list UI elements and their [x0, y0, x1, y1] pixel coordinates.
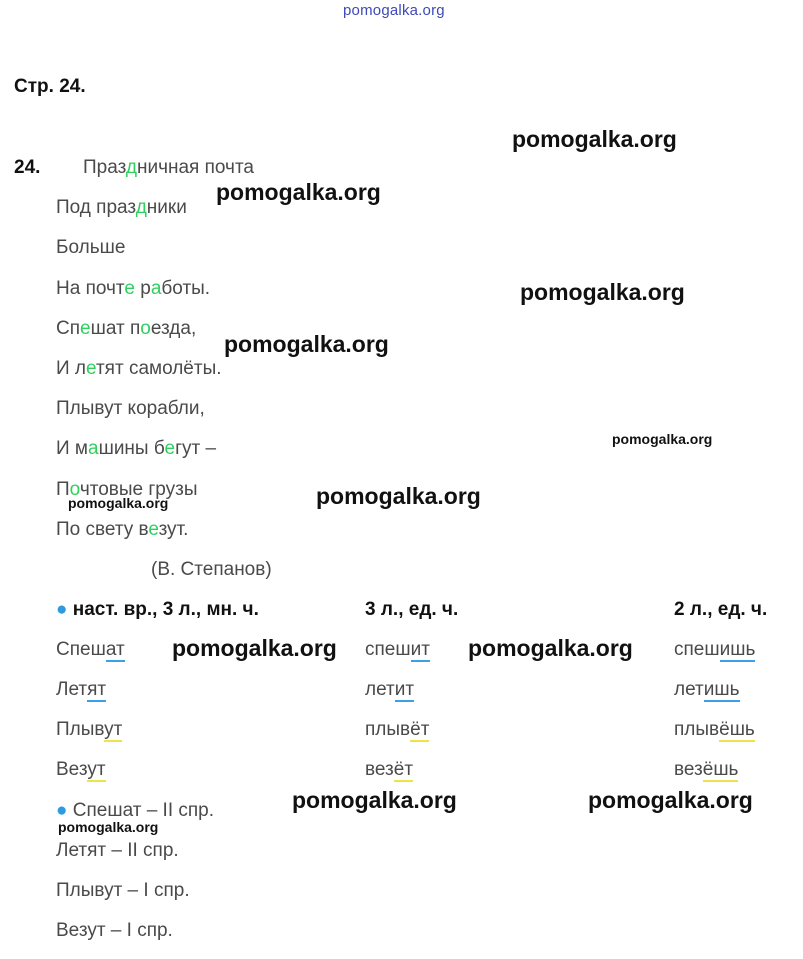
poem-line-9: По свету везут.: [56, 519, 189, 540]
poem-line-8: Почтовые грузы: [56, 479, 198, 500]
conjugation-item: Летят – II спр.: [56, 840, 179, 861]
exercise-number: 24.: [14, 157, 41, 178]
watermark: pomogalka.org: [612, 431, 713, 447]
poem-line-1: Под праздники: [56, 197, 187, 218]
watermark: pomogalka.org: [468, 635, 633, 661]
bullet-icon: ●: [56, 800, 68, 821]
table-cell: везёт: [365, 759, 414, 780]
table-header-2nd-singular: 2 л., ед. ч.: [674, 599, 768, 620]
poem-line-4: Спешат поезда,: [56, 318, 197, 339]
poem-line-5: И летят самолёты.: [56, 358, 222, 379]
conjugation-item: Везут – I спр.: [56, 920, 173, 941]
watermark: pomogalka.org: [172, 635, 337, 661]
table-cell: спешит: [365, 639, 430, 660]
watermark: pomogalka.org: [512, 126, 677, 152]
poem-line-2: Больше: [56, 237, 126, 258]
conjugation-item: ● Спешат – II спр.: [56, 800, 215, 821]
watermark: pomogalka.org: [68, 495, 169, 511]
table-cell: Летят: [56, 679, 107, 700]
table-cell: летит: [365, 679, 415, 700]
watermark-top[interactable]: pomogalka.org: [343, 2, 445, 19]
table-cell: везёшь: [674, 759, 739, 780]
table-cell: летишь: [674, 679, 740, 700]
conjugation-item: Плывут – I спр.: [56, 880, 190, 901]
table-cell: плывёт: [365, 719, 430, 740]
watermark: pomogalka.org: [216, 179, 381, 205]
watermark: pomogalka.org: [58, 819, 159, 835]
table-cell: Везут: [56, 759, 106, 780]
table-cell: Спешат: [56, 639, 125, 660]
poem-author: (В. Степанов): [151, 559, 272, 580]
table-cell: спешишь: [674, 639, 756, 660]
watermark: pomogalka.org: [316, 483, 481, 509]
poem-line-6: Плывут корабли,: [56, 398, 205, 419]
poem-title: Праздничная почта: [83, 157, 254, 178]
table-header-3rd-singular: 3 л., ед. ч.: [365, 599, 459, 620]
watermark: pomogalka.org: [520, 279, 685, 305]
table-header-plural: ● наст. вр., 3 л., мн. ч.: [56, 599, 259, 620]
page-title: Стр. 24.: [14, 76, 86, 97]
poem-line-3: На почте работы.: [56, 278, 211, 299]
watermark: pomogalka.org: [292, 787, 457, 813]
table-cell: Плывут: [56, 719, 123, 740]
watermark: pomogalka.org: [224, 331, 389, 357]
table-cell: плывёшь: [674, 719, 755, 740]
bullet-icon: ●: [56, 599, 68, 620]
watermark: pomogalka.org: [588, 787, 753, 813]
poem-line-7: И машины бегут –: [56, 438, 217, 459]
